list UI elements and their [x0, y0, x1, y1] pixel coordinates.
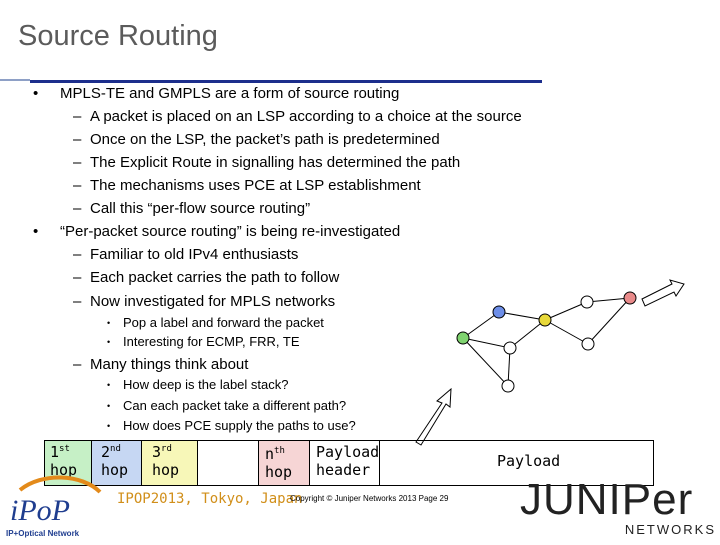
- hop-label-3: 3rd hop: [152, 443, 180, 479]
- sub-sub-bullet-text: Can each packet take a different path?: [123, 398, 347, 413]
- dash-marker: –: [73, 269, 82, 286]
- dash-marker: –: [73, 131, 82, 148]
- sub-sub-marker: •: [107, 337, 111, 347]
- payload-header-label: Payload header: [316, 443, 380, 479]
- sub-bullet-text: The Explicit Route in signalling has determined the path: [90, 154, 461, 171]
- bullet-marker: •: [33, 85, 39, 102]
- event-name: IPOP2013, Tokyo, Japan: [117, 491, 303, 507]
- network-node-destination: [624, 292, 636, 304]
- juniper-logo-wordmark: JUNIPer: [520, 475, 694, 524]
- dash-marker: –: [73, 154, 82, 171]
- bullet-marker: •: [33, 223, 39, 240]
- network-node-blue: [493, 306, 505, 318]
- sub-bullet-text: Familiar to old IPv4 enthusiasts: [90, 246, 299, 263]
- dash-marker: –: [73, 200, 82, 217]
- sub-sub-bullet-text: Interesting for ECMP, FRR, TE: [123, 334, 300, 349]
- sub-sub-bullet-text: How deep is the label stack?: [123, 377, 289, 392]
- egress-arrow-icon: [642, 280, 684, 306]
- bullet-text: “Per-packet source routing” is being re-investigated: [60, 223, 401, 240]
- network-node: [581, 296, 593, 308]
- dash-marker: –: [73, 246, 82, 263]
- sub-sub-bullet-text: How does PCE supply the paths to use?: [123, 418, 356, 433]
- dash-marker: –: [73, 293, 82, 310]
- network-node: [504, 342, 516, 354]
- dash-marker: –: [73, 356, 82, 373]
- sub-bullet-text: Now investigated for MPLS networks: [90, 293, 336, 310]
- sub-bullet-text: The mechanisms uses PCE at LSP establishment: [90, 177, 421, 194]
- slide-title: Source Routing: [18, 20, 218, 52]
- dash-marker: –: [73, 177, 82, 194]
- hop-label-n: $n^{th}$ hop: [265, 445, 293, 481]
- network-node: [502, 380, 514, 392]
- sub-bullet-text: Call this “per-flow source routing”: [90, 200, 311, 217]
- ingress-arrow-icon: [416, 389, 451, 445]
- ipop-logo-text: iPoP: [10, 494, 70, 527]
- sub-bullet-text: A packet is placed on an LSP according to a choice at the source: [90, 108, 522, 125]
- sub-sub-marker: •: [107, 401, 111, 411]
- copyright-text: Copyright © Juniper Networks 2013 Page 29: [290, 494, 449, 503]
- sub-sub-bullet-text: Pop a label and forward the packet: [123, 315, 324, 330]
- sub-bullet-text: Once on the LSP, the packet’s path is predetermined: [90, 131, 440, 148]
- hop-gap: [198, 440, 258, 486]
- payload-label: Payload: [497, 452, 561, 470]
- network-node-source: [457, 332, 469, 344]
- network-node-yellow: [539, 314, 551, 326]
- sub-sub-marker: •: [107, 421, 111, 431]
- side-rule: [0, 79, 30, 81]
- network-node: [582, 338, 594, 350]
- dash-marker: –: [73, 108, 82, 125]
- juniper-logo: [520, 475, 718, 538]
- sub-sub-marker: •: [107, 380, 111, 390]
- ipop-logo: [2, 470, 112, 540]
- ipop-logo-caption: IP+Optical Network: [6, 529, 80, 538]
- sub-bullet-text: Each packet carries the path to follow: [90, 269, 340, 286]
- sub-sub-marker: •: [107, 318, 111, 328]
- hop-label-1: 1st hop: [50, 443, 78, 479]
- bullet-text: MPLS-TE and GMPLS are a form of source routing: [60, 85, 400, 102]
- ipop-logo-graphic: [2, 470, 112, 540]
- juniper-logo-caption: NETWORKS: [624, 522, 716, 537]
- title-rule: [30, 80, 542, 83]
- hop-label-2: 2nd hop: [101, 443, 129, 479]
- sub-bullet-text: Many things think about: [90, 356, 249, 373]
